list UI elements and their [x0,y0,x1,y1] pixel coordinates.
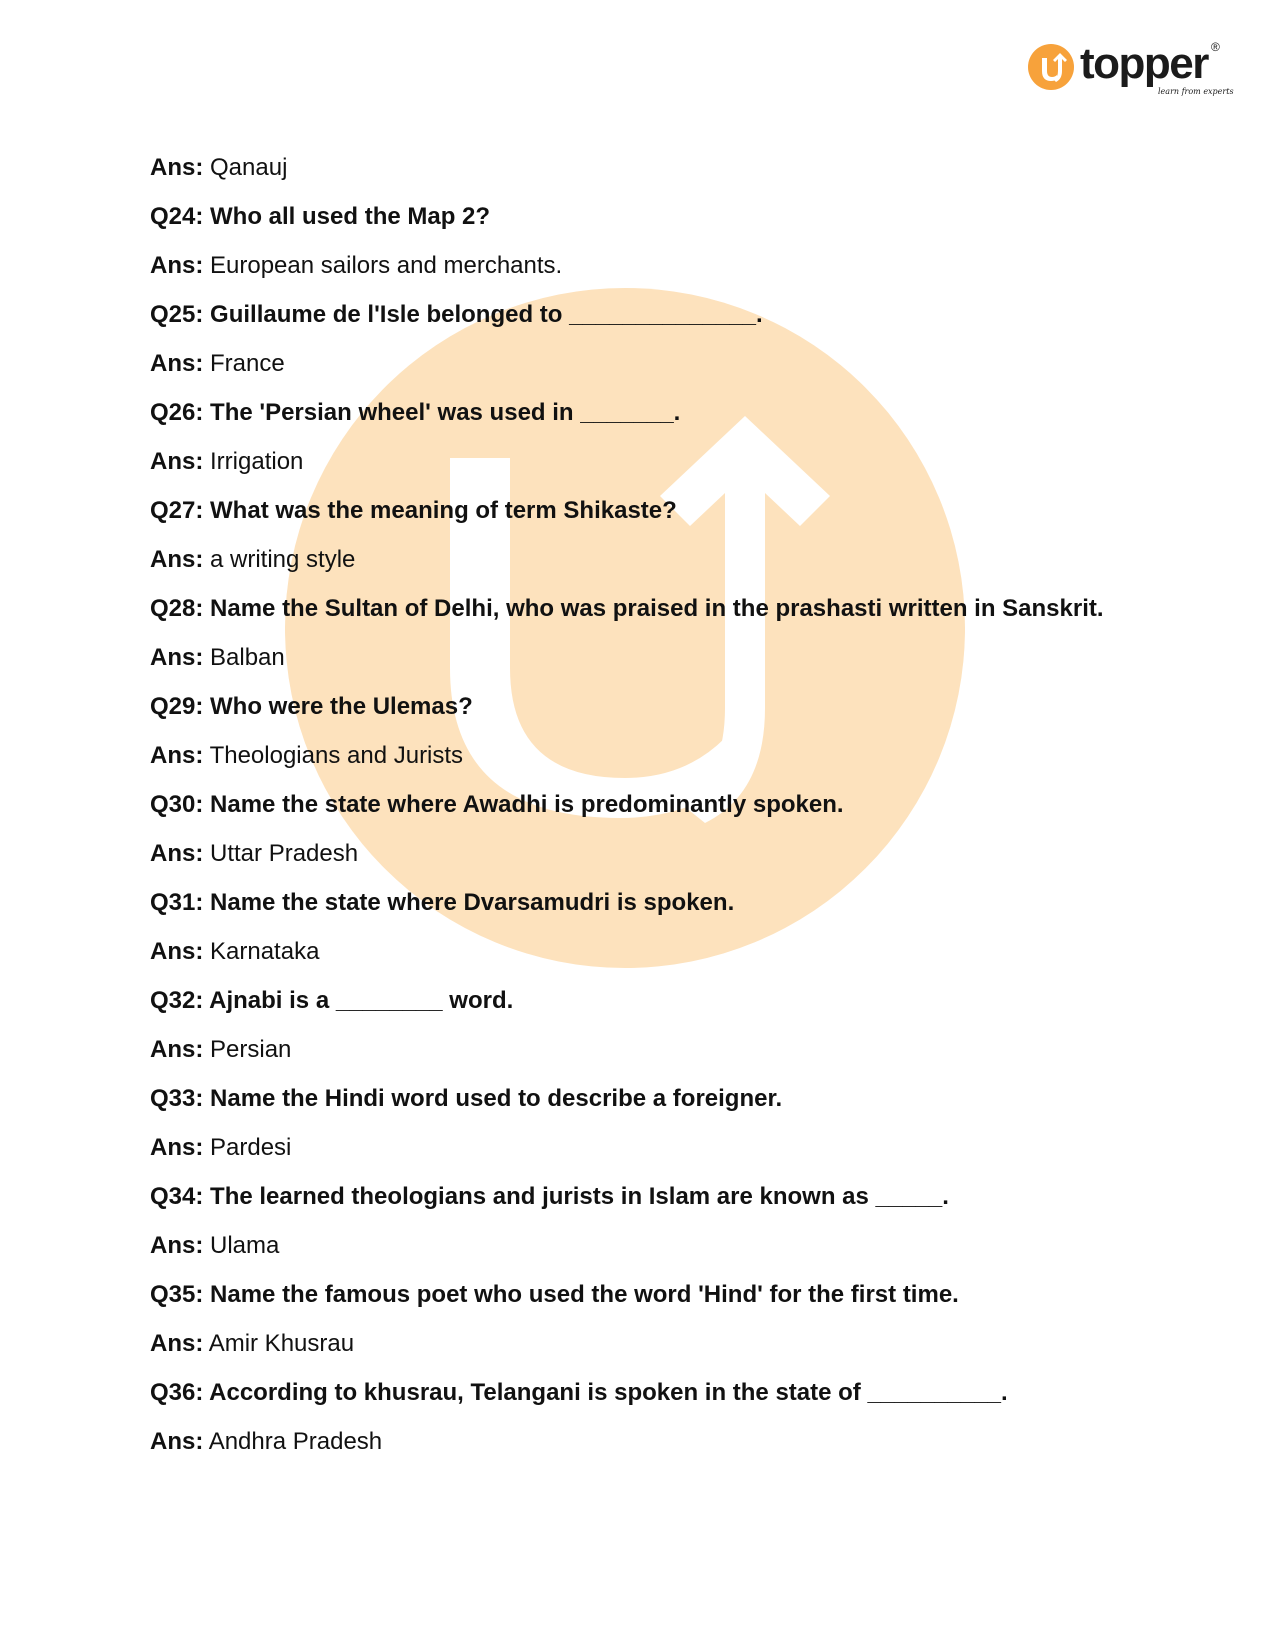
answer-line [150,1417,1160,1466]
answer-line [150,1025,1160,1074]
answer-line [150,633,1160,682]
answer-line [150,829,1160,878]
question-text: Who were the Ulemas? [203,693,473,720]
answer-text: Irrigation [203,448,304,475]
brand-logo-u-icon [1028,44,1074,90]
question-line [150,1074,1160,1123]
answer-label: Ans: [150,350,204,377]
question-text: Name the Sultan of Delhi, who was praised in the prashasti written in Sanskrit. [203,595,1104,622]
question-text: What was the meaning of term Shikaste? [203,497,677,524]
answer-label: Ans: [150,644,204,671]
question-label: Q34: [150,1183,204,1210]
answer-label: Ans: [150,448,204,475]
answer-line [150,339,1160,388]
question-label: Q29: [150,693,204,720]
answer-line [150,1221,1160,1270]
question-label: Q35: [150,1281,204,1308]
answer-label: Ans: [150,1036,204,1063]
answer-line [150,1319,1160,1368]
answer-text: France [203,350,285,377]
answer-text: Theologians and Jurists [203,742,464,769]
question-label: Q36: [150,1379,204,1406]
question-text: Ajnabi is a ________ word. [203,987,514,1014]
answer-label: Ans: [150,742,204,769]
question-line [150,780,1160,829]
question-line [150,192,1160,241]
question-line [150,1270,1160,1319]
answer-text: European sailors and merchants. [203,252,563,279]
question-line [150,584,1160,633]
question-label: Q27: [150,497,204,524]
answer-label: Ans: [150,154,204,181]
question-line [150,1172,1160,1221]
answer-label: Ans: [150,938,204,965]
answer-line [150,731,1160,780]
registered-mark: ® [1211,40,1220,54]
answer-line [150,143,1160,192]
answer-text: a writing style [203,546,356,573]
question-text: The learned theologians and jurists in Islam are known as _____. [203,1183,949,1210]
question-label: Q28: [150,595,204,622]
answer-label: Ans: [150,1134,204,1161]
question-line [150,486,1160,535]
answer-label: Ans: [150,1428,204,1455]
question-line [150,290,1160,339]
question-line [150,388,1160,437]
question-line [150,878,1160,927]
answer-text: Qanauj [203,154,288,181]
answer-text: Ulama [203,1232,280,1259]
question-label: Q26: [150,399,204,426]
question-label: Q25: [150,301,204,328]
answer-text: Pardesi [203,1134,292,1161]
question-text: Name the state where Dvarsamudri is spoken. [203,889,735,916]
answer-label: Ans: [150,1232,204,1259]
answer-line [150,535,1160,584]
question-text: Guillaume de l'Isle belonged to ______________. [203,301,763,328]
question-text: Name the Hindi word used to describe a foreigner. [203,1085,783,1112]
answer-label: Ans: [150,840,204,867]
question-text: Who all used the Map 2? [203,203,491,230]
question-label: Q33: [150,1085,204,1112]
answer-label: Ans: [150,546,204,573]
qa-list [150,143,1160,1466]
answer-line [150,927,1160,976]
answer-line [150,241,1160,290]
answer-text: Karnataka [203,938,320,965]
question-line [150,1368,1160,1417]
question-text: Name the state where Awadhi is predominantly spoken. [203,791,844,818]
answer-text: Andhra Pradesh [203,1428,383,1455]
answer-line [150,437,1160,486]
answer-line [150,1123,1160,1172]
answer-text: Persian [203,1036,292,1063]
answer-label: Ans: [150,1330,204,1357]
question-text: The 'Persian wheel' was used in _______. [203,399,681,426]
question-text: Name the famous poet who used the word 'Hind' for the first time. [203,1281,959,1308]
brand-tagline: learn from experts [1158,87,1234,96]
answer-text: Balban [203,644,285,671]
question-label: Q32: [150,987,204,1014]
answer-label: Ans: [150,252,204,279]
question-line [150,682,1160,731]
answer-text: Uttar Pradesh [203,840,359,867]
brand-logo [1028,39,1234,102]
question-text: According to khusrau, Telangani is spoken in the state of __________. [203,1379,1008,1406]
question-label: Q30: [150,791,204,818]
question-label: Q31: [150,889,204,916]
question-line [150,976,1160,1025]
question-label: Q24: [150,203,204,230]
answer-text: Amir Khusrau [203,1330,355,1357]
brand-logo-wordmark: topper [1080,39,1208,88]
